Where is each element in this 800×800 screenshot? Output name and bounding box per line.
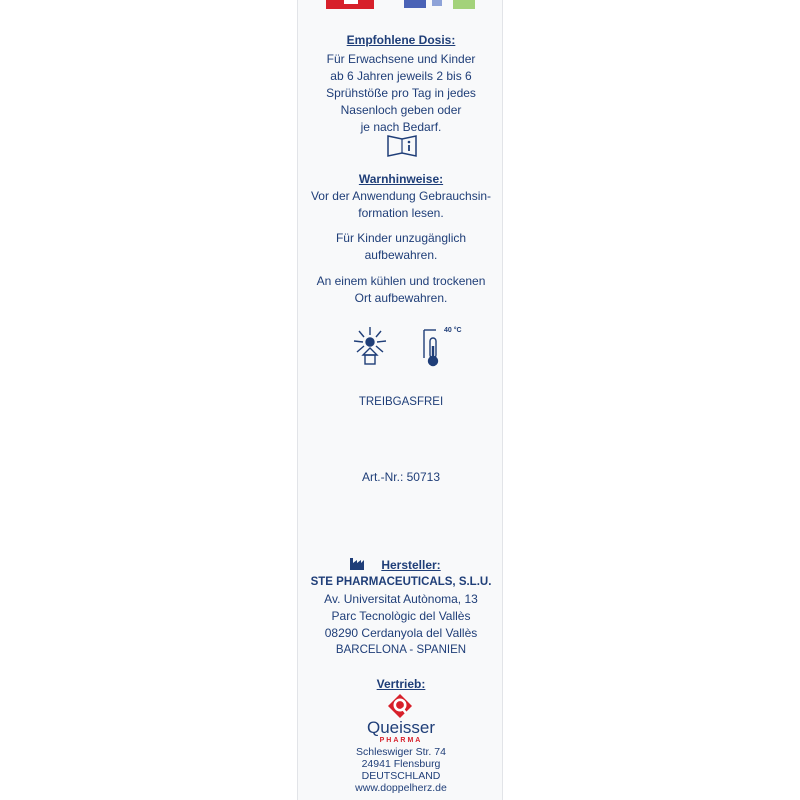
info-leaflet-icon <box>386 134 418 158</box>
package-side-panel <box>297 0 503 800</box>
blue-print-mark <box>404 0 426 8</box>
lightblue-print-mark <box>432 0 442 6</box>
dosage-line: ab 6 Jahren jeweils 2 bis 6 <box>330 69 472 83</box>
warning-line: An einem kühlen und trockenen <box>316 274 486 288</box>
queisser-logo <box>387 693 413 719</box>
green-print-mark <box>453 0 475 9</box>
white-print-mark <box>344 0 358 4</box>
warning-line: aufbewahren. <box>364 248 438 262</box>
propellant-free-label: TREIBGASFREI <box>358 396 444 408</box>
article-number: Art.-Nr.: 50713 <box>361 470 441 484</box>
dosage-line: Sprühstöße pro Tag in jedes <box>326 86 476 100</box>
manufacturer-name: STE PHARMACEUTICALS, S.L.U. <box>310 576 492 588</box>
queisser-logo-name: Queisser <box>366 718 436 737</box>
warning-line: formation lesen. <box>358 206 444 220</box>
temperature-limit-label: 40 °C <box>444 327 462 334</box>
distributor-website: www.doppelherz.de <box>355 782 447 794</box>
dosage-heading: Empfohlene Dosis: <box>346 33 456 47</box>
distributor-address-line: 24941 Flensburg <box>361 758 441 770</box>
distributor-address-line: DEUTSCHLAND <box>361 770 441 782</box>
warning-line: Ort aufbewahren. <box>354 291 448 305</box>
dosage-line: Für Erwachsene und Kinder <box>326 52 476 66</box>
warning-line: Vor der Anwendung Gebrauchsin- <box>310 189 492 203</box>
queisser-logo-sub: PHARMA <box>379 737 423 744</box>
dosage-line: je nach Bedarf. <box>360 120 442 134</box>
warning-line: Für Kinder unzugänglich <box>335 231 467 245</box>
distribution-heading: Vertrieb: <box>376 677 426 691</box>
manufacturer-address-line: Av. Universitat Autònoma, 13 <box>324 592 478 606</box>
manufacturer-heading: Hersteller: <box>381 558 441 572</box>
package-top-strip <box>298 0 503 12</box>
distributor-address-line: Schleswiger Str. 74 <box>356 746 446 758</box>
protect-from-sunlight-icon <box>350 324 390 366</box>
warnings-heading: Warnhinweise: <box>358 172 444 186</box>
manufacturer-address-line: 08290 Cerdanyola del Vallès <box>324 626 478 640</box>
manufacturer-address-line: Parc Tecnològic del Vallès <box>331 609 471 623</box>
manufacturer-address-line: BARCELONA - SPANIEN <box>335 644 467 656</box>
dosage-line: Nasenloch geben oder <box>340 103 462 117</box>
